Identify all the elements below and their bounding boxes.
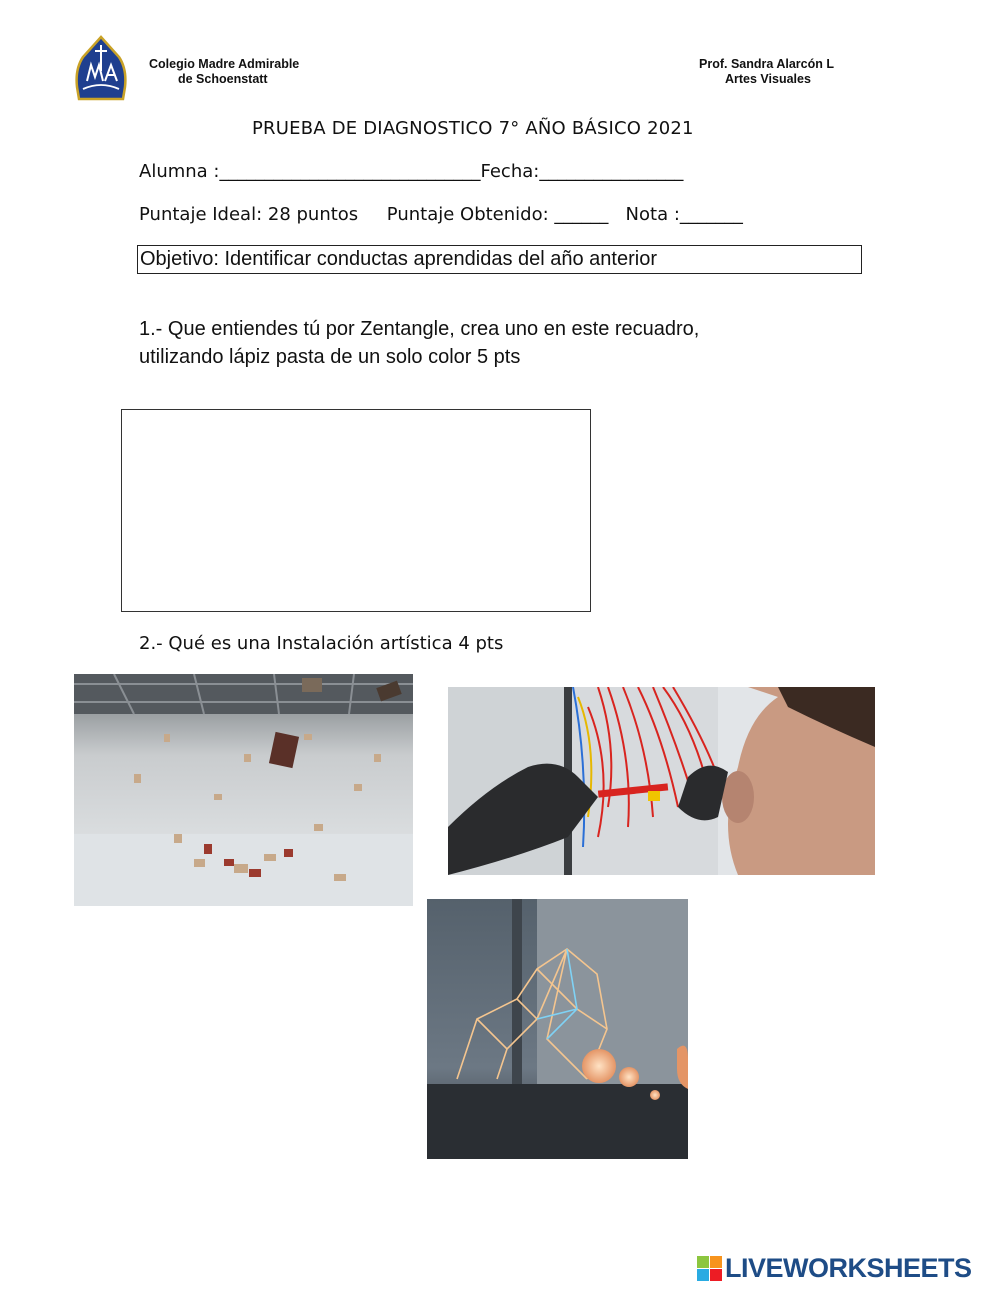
school-logo [75, 35, 127, 103]
subject-name: Artes Visuales [725, 72, 811, 86]
zentangle-drawing-box[interactable] [121, 409, 591, 612]
school-name-line1: Colegio Madre Admirable [149, 57, 300, 71]
student-date-line[interactable]: Alumna :_____________________________Fecha:________________ [139, 161, 684, 182]
objective-box: Objetivo: Identificar conductas aprendidas del año anterior [137, 245, 862, 274]
flying-books-image [74, 674, 413, 906]
teacher-name: Prof. Sandra Alarcón L [699, 57, 834, 71]
score-line[interactable]: Puntaje Ideal: 28 puntos Puntaje Obtenido: ______ Nota :_______ [139, 204, 743, 225]
question-1 [139, 315, 699, 371]
teacher-info [699, 57, 834, 87]
question-1-line2: utilizando lápiz pasta de un solo color 5 pts [139, 346, 521, 368]
page-title: PRUEBA DE DIAGNOSTICO 7° AÑO BÁSICO 2021 [252, 118, 694, 139]
light-installation-image [427, 899, 688, 1159]
electrician-image [448, 687, 875, 875]
school-name [149, 57, 299, 87]
question-2: 2.- Qué es una Instalación artística 4 pts [139, 633, 504, 654]
liveworksheets-logo-icon [697, 1256, 723, 1282]
liveworksheets-footer[interactable] [697, 1253, 972, 1284]
liveworksheets-brand: LIVEWORKSHEETS [725, 1253, 972, 1283]
question-1-line1: 1.- Que entiendes tú por Zentangle, crea uno en este recuadro, [139, 318, 700, 340]
school-name-line2: de Schoenstatt [178, 72, 268, 86]
